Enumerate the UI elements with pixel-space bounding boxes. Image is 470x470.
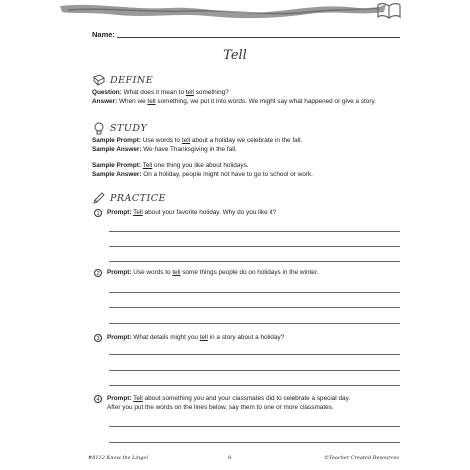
lightbulb-study-icon bbox=[92, 121, 106, 135]
answer-line[interactable] bbox=[109, 385, 400, 386]
practice-prompt-4: Prompt: Tell about something you and your classmates did to celebrate a special day. bbox=[107, 395, 351, 402]
answer-line[interactable] bbox=[109, 307, 400, 308]
answer-line[interactable] bbox=[109, 261, 400, 262]
study-prompt-2: Sample Prompt: Tell one thing you like about holidays. bbox=[92, 162, 249, 169]
define-heading: DEFINE bbox=[110, 75, 154, 86]
practice-prompt-1: Prompt: Tell about your favorite holiday. Why do you like it? bbox=[107, 209, 277, 216]
answer-line[interactable] bbox=[109, 292, 400, 293]
footer-book-title: #8112 Know the Lingo! bbox=[88, 455, 149, 461]
practice-prompt-3: Prompt: What details might you tell in a story about a holiday? bbox=[107, 334, 285, 341]
practice-number-1: 1 bbox=[94, 209, 102, 217]
pencil-practice-icon bbox=[92, 191, 106, 205]
page-title: Tell bbox=[223, 48, 247, 63]
name-input-line[interactable] bbox=[117, 37, 400, 38]
practice-prompt-4-line2: After you put the words on the lines below, say them to one or more classmates. bbox=[107, 404, 334, 411]
study-answer-2: Sample Answer: On a holiday, people might not have to go to school or work. bbox=[92, 171, 313, 178]
practice-number-4: 4 bbox=[94, 395, 102, 403]
answer-line[interactable] bbox=[109, 231, 400, 232]
practice-heading: PRACTICE bbox=[110, 193, 166, 204]
open-book-icon bbox=[376, 2, 402, 20]
answer-line[interactable] bbox=[109, 323, 400, 324]
answer-line[interactable] bbox=[109, 354, 400, 355]
practice-number-3: 3 bbox=[94, 334, 102, 342]
brush-stroke-decoration bbox=[58, 0, 388, 22]
study-prompt-1: Sample Prompt: Use words to tell about a holiday we celebrate in the fall. bbox=[92, 137, 303, 144]
study-answer-1: Sample Answer: We have Thanksgiving in the fall. bbox=[92, 146, 237, 153]
study-heading: STUDY bbox=[110, 123, 148, 134]
define-question: Question: What does it mean to tell something? bbox=[92, 89, 229, 96]
practice-prompt-2: Prompt: Use words to tell some things people do on holidays in the winter. bbox=[107, 269, 319, 276]
book-define-icon bbox=[92, 73, 106, 87]
footer-publisher: ©Teacher Created Resources bbox=[324, 455, 399, 461]
answer-line[interactable] bbox=[109, 246, 400, 247]
answer-line[interactable] bbox=[109, 370, 400, 371]
define-answer: Answer: When we tell something, we put it into words. We might say what happened or give a story. bbox=[92, 98, 376, 105]
answer-line[interactable] bbox=[109, 426, 400, 427]
practice-number-2: 2 bbox=[94, 269, 102, 277]
answer-line[interactable] bbox=[109, 442, 400, 443]
name-label: Name: bbox=[92, 30, 115, 39]
footer-page-number: 8 bbox=[228, 455, 232, 461]
